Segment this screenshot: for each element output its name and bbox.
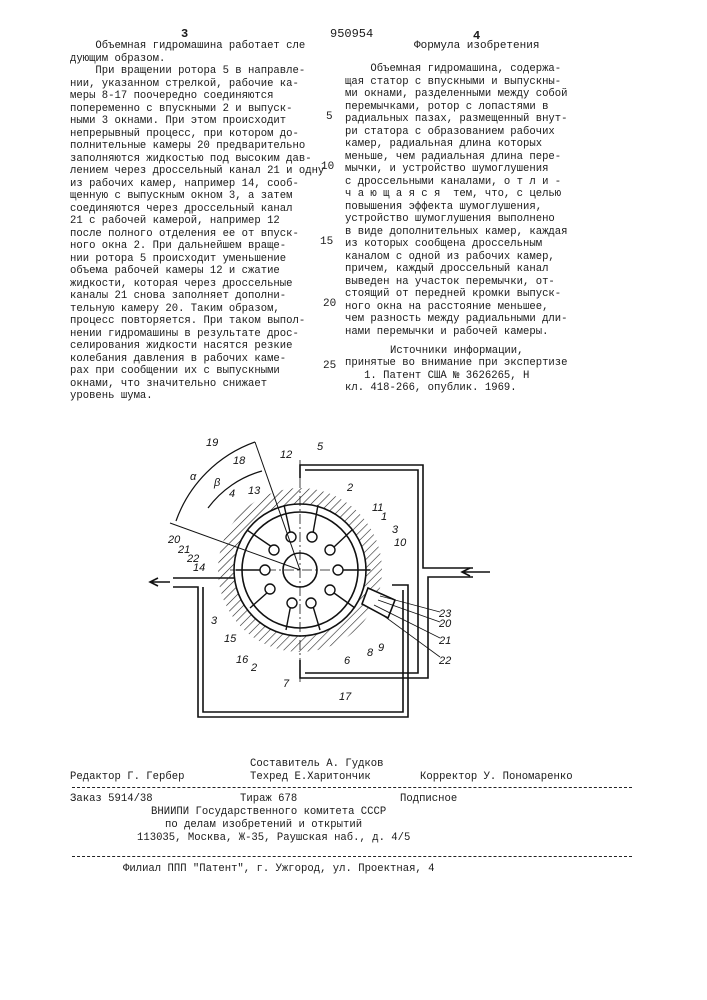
subscription: Подписное	[400, 793, 457, 805]
figure-label: 20	[438, 618, 452, 630]
organization-dept: по делам изобретений и открытий	[165, 819, 362, 831]
figure-label: 11	[372, 502, 383, 514]
text-line: заполняются жидкостью под высоким дав-	[70, 153, 324, 166]
figure-label: 3	[211, 615, 218, 627]
text-line: окнами, что значительно снижает	[70, 378, 324, 391]
text-line: 21 с рабочей камерой, например 12	[70, 215, 324, 228]
text-line: попеременно с впускными 2 и выпуск-	[70, 103, 324, 116]
sources-heading: Источники информации,	[390, 345, 524, 358]
text-line: нами перемычки и рабочей камеры.	[345, 326, 568, 339]
text-line: нении гидромашины в результате дрос-	[70, 328, 324, 341]
text-line: нии, указанном стрелкой, рабочие ка-	[70, 78, 324, 91]
text-line: щенную с выпускным окном 3, а затем	[70, 190, 324, 203]
left-page-number: 3	[181, 27, 188, 41]
corrector: Корректор У. Пономаренко	[420, 771, 573, 783]
text-line: лением через дроссельный канал 21 и одну	[70, 165, 324, 178]
text-line: ными 3 окнами. При этом происходит	[70, 115, 324, 128]
text-line: щая статор с впускными и выпускны-	[345, 76, 568, 89]
text-line: полнительные камеры 20 предварительно	[70, 140, 324, 153]
line-number: 5	[326, 111, 333, 123]
text-line: чем разность между радиальными дли-	[345, 313, 568, 326]
editor: Редактор Г. Гербер	[70, 771, 184, 783]
text-line: При вращении ротора 5 в направле-	[70, 65, 324, 78]
figure-label: 7	[283, 678, 290, 690]
inlet-arrow	[462, 568, 490, 576]
text-line: ри статора с образованием рабочих	[345, 126, 568, 139]
line-number: 20	[323, 298, 336, 310]
line-number: 15	[320, 236, 333, 248]
order: Заказ 5914/38	[70, 793, 153, 805]
figure-label: 21	[438, 635, 451, 647]
text-line: из которых сообщена дроссельным	[345, 238, 568, 251]
text-line: кл. 418-266, опублик. 1969.	[345, 382, 568, 395]
text-line: селирования жидкости насятся резкие	[70, 340, 324, 353]
figure-label: 16	[236, 654, 249, 666]
text-line: объема рабочей камеры 12 и сжатие	[70, 265, 324, 278]
address: 113035, Москва, Ж-35, Раушская наб., д. 4/5	[137, 832, 410, 844]
figure-label: 9	[378, 642, 384, 654]
text-line: стоящий от передней кромки выпуск-	[345, 288, 568, 301]
line-number: 10	[321, 161, 334, 173]
text-line: принятые во внимание при экспертизе	[345, 357, 568, 370]
figure-label: β	[213, 477, 221, 489]
figure-label: 21	[177, 544, 190, 556]
text-line: непрерывный процесс, при котором до-	[70, 128, 324, 141]
figure-label: 1	[381, 511, 387, 523]
figure-label: 2	[250, 662, 257, 674]
figure-label: α	[190, 471, 197, 483]
figure-label: 17	[339, 691, 352, 703]
text-line: после полного отделения ее от впуск-	[70, 228, 324, 241]
figure-label: 5	[317, 441, 324, 453]
text-line: колебания давления в рабочих каме-	[70, 353, 324, 366]
text-line: каналом с одной из рабочих камер,	[345, 251, 568, 264]
text-line: 1. Патент США № 3626265, Н	[345, 370, 568, 383]
text-line: ного окна на расстояние меньшее,	[345, 301, 568, 314]
text-line: устройство шумоглушения выполнено	[345, 213, 568, 226]
tech-editor: Техред Е.Харитончик	[250, 771, 371, 783]
figure-label: 8	[367, 647, 374, 659]
divider	[72, 787, 632, 788]
text-line: процесс повторяется. При таком выпол-	[70, 315, 324, 328]
text-line: повышения эффекта шумоглушения,	[345, 201, 568, 214]
text-line: меньше, чем радиальная длина пере-	[345, 151, 568, 164]
circulation: Тираж 678	[240, 793, 297, 805]
figure-label: 14	[193, 562, 205, 574]
organization: ВНИИПИ Государственного комитета СССР	[151, 806, 386, 818]
text-line: в виде дополнительных камер, каждая	[345, 226, 568, 239]
figure-label: 19	[206, 437, 218, 449]
figure-label: 13	[248, 485, 261, 497]
text-line: из рабочих камер, например 14, сооб-	[70, 178, 324, 191]
text-line: мычки, и устройство шумоглушения	[345, 163, 568, 176]
divider	[72, 856, 632, 857]
text-line: рах при сообщении их с выпускными	[70, 365, 324, 378]
figure-label: 15	[224, 633, 237, 645]
text-line: уровень шума.	[70, 390, 324, 403]
text-line: нии ротора 5 происходит уменьшение	[70, 253, 324, 266]
right-page-number: 4	[473, 29, 480, 43]
figure-label: 3	[392, 524, 399, 536]
figure-label: 22	[186, 553, 199, 565]
patent-figure	[0, 0, 707, 1000]
outlet-arrow	[150, 578, 170, 586]
figure-label: 12	[280, 449, 292, 461]
branch: Филиал ППП "Патент", г. Ужгород, ул. Проектная, 4	[123, 863, 435, 875]
figure-label: 4	[229, 488, 235, 500]
figure-label: 2	[346, 482, 353, 494]
figure-label: 23	[438, 608, 452, 620]
text-line: тельную камеру 20. Таким образом,	[70, 303, 324, 316]
text-line: Объемная гидромашина работает сле	[70, 40, 324, 53]
compiler: Составитель А. Гудков	[250, 758, 384, 770]
figure-label: 18	[233, 455, 246, 467]
text-line: ми окнами, разделенными между собой	[345, 88, 568, 101]
text-line: перемычками, ротор с лопастями в	[345, 101, 568, 114]
text-line: дующим образом.	[70, 53, 324, 66]
claims-title: Формула изобретения	[414, 40, 539, 52]
text-line: причем, каждый дроссельный канал	[345, 263, 568, 276]
text-line: жидкости, которая через дроссельные	[70, 278, 324, 291]
text-line: выведен на участок перемычки, от-	[345, 276, 568, 289]
text-line: соединяются через дроссельный канал	[70, 203, 324, 216]
text-line: ного окна 2. При дальнейшем враще-	[70, 240, 324, 253]
text-line: с дроссельными каналами, о т л и -	[345, 176, 568, 189]
text-line: Объемная гидромашина, содержа-	[345, 63, 568, 76]
figure-label: 6	[344, 655, 351, 667]
text-line: каналы 21 снова заполняет дополни-	[70, 290, 324, 303]
text-line: камер, радиальная длина которых	[345, 138, 568, 151]
text-line: ч а ю щ а я с я тем, что, с целью	[345, 188, 568, 201]
figure-label: 10	[394, 537, 407, 549]
line-number: 25	[323, 360, 336, 372]
figure-label: 20	[167, 534, 181, 546]
text-line: радиальных пазах, размещенный внут-	[345, 113, 568, 126]
text-line: меры 8-17 поочередно соединяются	[70, 90, 324, 103]
figure-label: 22	[438, 655, 451, 667]
patent-number: 950954	[330, 27, 373, 41]
